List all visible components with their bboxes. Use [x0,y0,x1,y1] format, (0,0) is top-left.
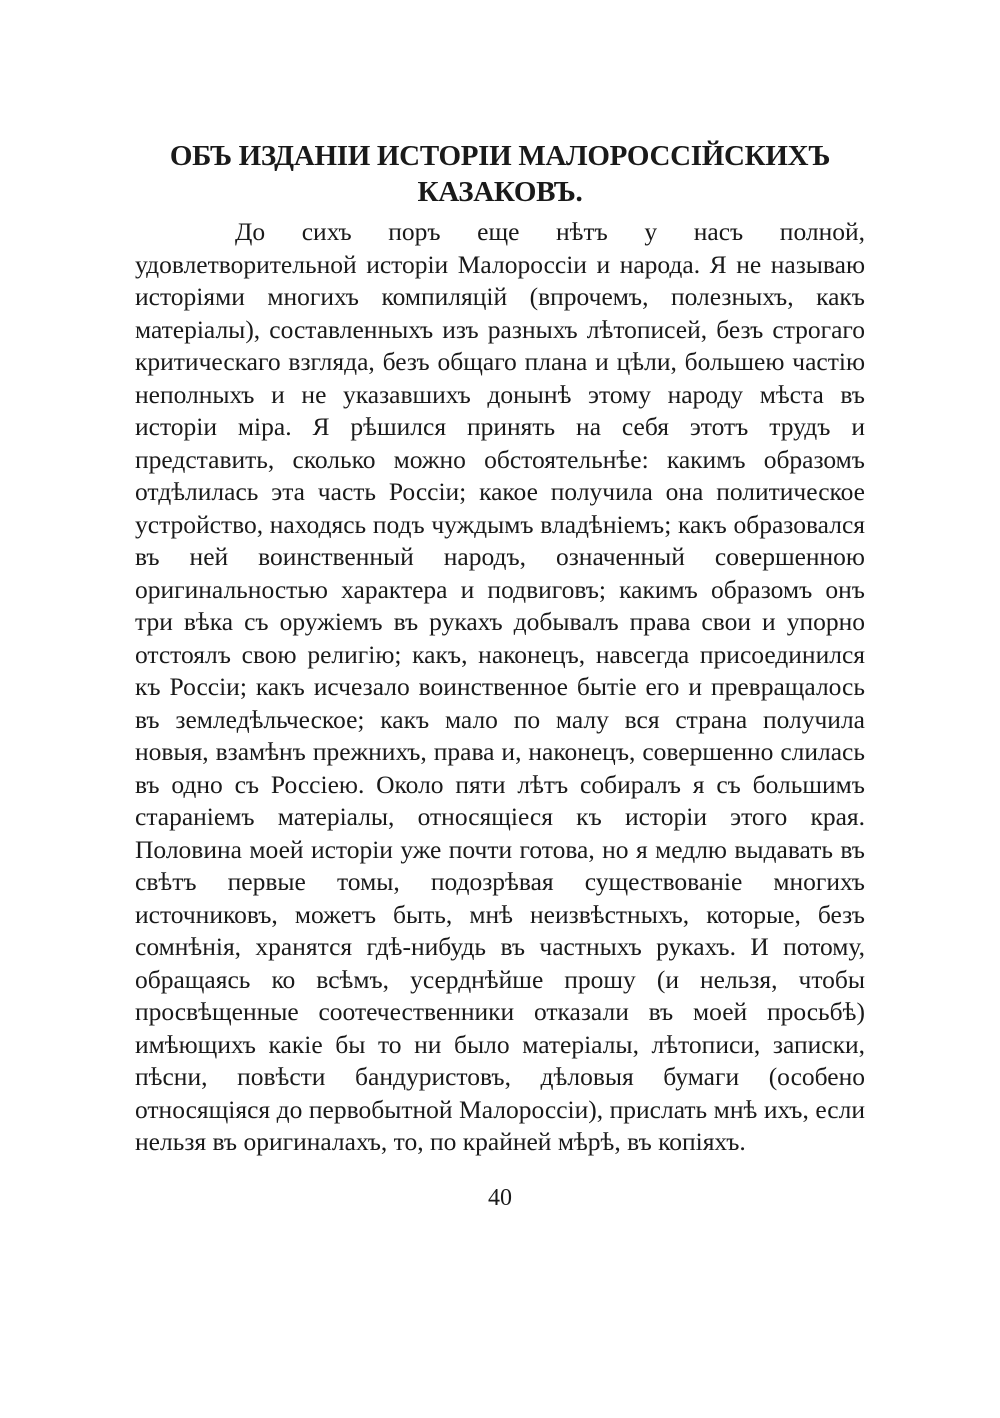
body-paragraph: До сихъ поръ еще нѣтъ у насъ полной, удовлетворительной исторіи Малороссіи и народа. Я не называю исторіями многихъ компиляцій (впрочемъ, полезныхъ, какъ матеріалы), составленныхъ изъ разныхъ лѣтописей, безъ строгаго критическаго взгляда, безъ общаго плана и цѣли, большею частію неполныхъ и не указавшихъ донынѣ этому народу мѣста въ исторіи міра. Я рѣшился принять на себя этотъ трудъ и представить, сколько можно обстоятельнѣе: какимъ образомъ отдѣлилась эта часть Россіи; какое получила она политическое устройство, находясь подъ чуждымъ владѣніемъ; какъ образовался въ ней воинственный народъ, означенный совершенною оригинальностью характера и подвиговъ; какимъ образомъ онъ три вѣка съ оружіемъ въ рукахъ добывалъ права свои и упорно отстоялъ свою религію; какъ, наконецъ, навсегда присоединился къ Россіи; какъ исчезало воинственное бытіе его и превращалось въ земледѣльческое; какъ мало по малу вся страна получила новыя, взамѣнъ прежнихъ, права и, наконецъ, совершенно слилась въ одно съ Россіею. Около пяти лѣтъ собиралъ я съ большимъ стараніемъ матеріалы, относящіеся къ исторіи этого края. Половина моей исторіи уже почти готова, но я медлю выдавать въ свѣтъ первые томы, подозрѣвая существованіе многихъ источниковъ, можетъ быть, мнѣ неизвѣстныхъ, которые, безъ сомнѣнія, хранятся гдѣ-нибудь въ частныхъ рукахъ. И потому, обращаясь ко всѣмъ, усерднѣйше прошу (и нельзя, чтобы просвѣщенные соотечественники отказали въ моей просьбѣ) имѣющихъ какіе бы то ни было матеріалы, лѣтописи, записки, пѣсни, повѣсти бандуристовъ, дѣловыя бумаги (особено относящіяся до первобытной Малороссіи), прислать мнѣ ихъ, если нельзя въ оригиналахъ, то, по крайней мѣрѣ, въ копіяхъ. [135,217,865,1156]
page-number: 40 [488,1185,512,1211]
title-line-2: КАЗАКОВЪ. [417,176,583,208]
document-title [120,138,880,210]
title-line-1: ОБЪ ИЗДАНІИ ИСТОРІИ МАЛОРОССІЙСКИХЪ [169,140,831,172]
